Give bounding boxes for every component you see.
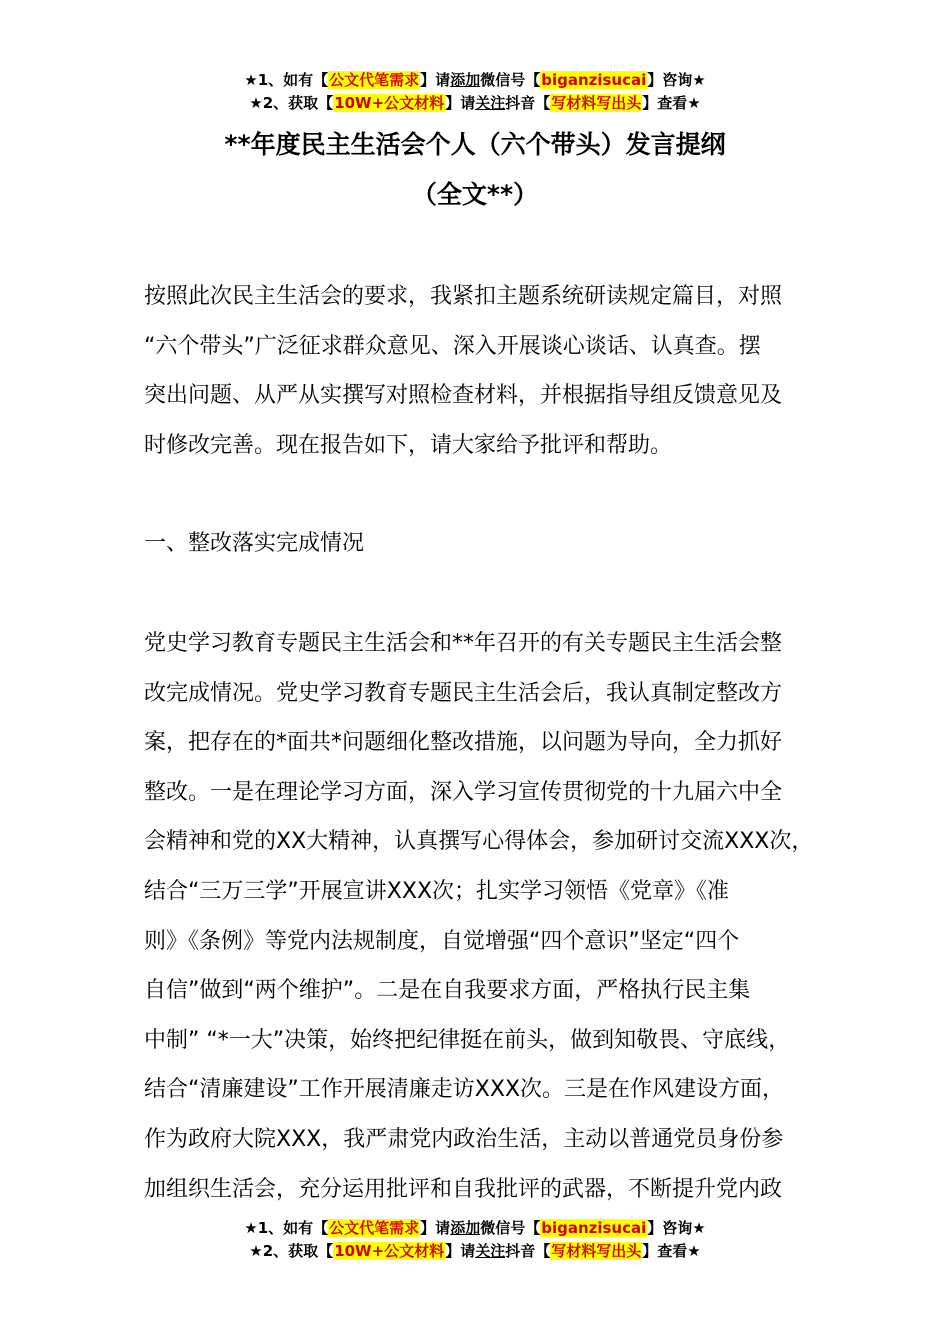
paragraph-line: 则》《条例》等党内法规制度，自觉增强“四个意识”坚定“四个 <box>144 928 740 954</box>
footer-banner <box>0 1217 950 1263</box>
banner-emphasis: 添加 <box>450 1219 481 1237</box>
banner-text: ★1、如有【 <box>244 1219 329 1237</box>
banner-text: ★2、获取【 <box>249 1242 334 1260</box>
banner-text: 微信号【 <box>480 71 541 89</box>
paragraph-rectification <box>144 619 844 1214</box>
banner-text: 抖音【 <box>505 94 551 112</box>
banner-highlight: 写材料写出头 <box>551 1242 642 1260</box>
header-banner <box>0 69 950 115</box>
banner-highlight: 公文代笔需求 <box>329 1219 420 1237</box>
banner-line-2 <box>0 92 950 115</box>
banner-text: 】查看★ <box>642 94 701 112</box>
paragraph-line: “六个带头”广泛征求群众意见、深入开展谈心谈话、认真查。摆 <box>144 333 761 359</box>
banner-text: 微信号【 <box>480 1219 541 1237</box>
paragraph-line: 加组织生活会，充分运用批评和自我批评的武器，不断提升党内政 <box>144 1176 783 1202</box>
banner-highlight: biganzisucai <box>541 1219 647 1237</box>
paragraph-line: 按照此次民主生活会的要求，我紧扣主题系统研读规定篇目，对照 <box>144 284 783 309</box>
document-title-subline: （全文**） <box>411 180 539 209</box>
banner-text: 抖音【 <box>505 1242 551 1260</box>
paragraph-line: 改完成情况。党史学习教育专题民主生活会后，我认真制定整改方 <box>144 680 783 706</box>
banner-text: ★1、如有【 <box>244 71 329 89</box>
banner-text: 】请 <box>420 1219 451 1237</box>
paragraph-line: 中制” “*一大”决策，始终把纪律挺在前头，做到知敬畏、守底线， <box>144 1027 791 1053</box>
paragraph-line: 自信”做到“两个维护”。二是在自我要求方面，严格执行民主集 <box>144 978 751 1004</box>
banner-emphasis: 添加 <box>450 71 481 89</box>
banner-highlight: 10W+公文材料 <box>334 94 445 112</box>
document-title: **年度民主生活会个人（六个带头）发言提纲 <box>224 130 726 159</box>
paragraph-line: 时修改完善。现在报告如下，请大家给予批评和帮助。 <box>144 432 673 458</box>
banner-text: 】请 <box>420 71 451 89</box>
paragraph-line: 结合“三万三学”开展宣讲XXX次；扎实学习领悟《党章》《准 <box>144 878 730 904</box>
paragraph-line: 突出问题、从严从实撰写对照检查材料，并根据指导组反馈意见及 <box>144 383 783 409</box>
banner-emphasis: 关注 <box>475 1242 506 1260</box>
paragraph-line: 会精神和党的XX大精神，认真撰写心得体会，参加研讨交流XXX次， <box>144 829 814 855</box>
banner-emphasis: 关注 <box>475 94 506 112</box>
banner-text: 】咨询★ <box>647 1219 706 1237</box>
paragraph-line: 作为政府大院XXX，我严肃党内政治生活，主动以普通党员身份参 <box>144 1126 784 1152</box>
banner-line-2 <box>0 1240 950 1263</box>
paragraph-intro <box>144 272 844 470</box>
section-heading: 一、整改落实完成情况 <box>144 531 365 556</box>
paragraph-line: 整改。一是在理论学习方面，深入学习宣传贯彻党的十九届六中全 <box>144 779 783 805</box>
banner-text: 】请 <box>445 94 476 112</box>
banner-text: 】查看★ <box>642 1242 701 1260</box>
banner-highlight: biganzisucai <box>541 71 647 89</box>
banner-highlight: 写材料写出头 <box>551 94 642 112</box>
banner-text: 】请 <box>445 1242 476 1260</box>
banner-text: 】咨询★ <box>647 71 706 89</box>
banner-line-1 <box>0 69 950 92</box>
paragraph-line: 案，把存在的*面共*问题细化整改措施，以问题为导向，全力抓好 <box>144 730 783 756</box>
banner-text: ★2、获取【 <box>249 94 334 112</box>
banner-line-1 <box>0 1217 950 1240</box>
banner-highlight: 公文代笔需求 <box>329 71 420 89</box>
paragraph-line: 党史学习教育专题民主生活会和**年召开的有关专题民主生活会整 <box>144 631 783 656</box>
paragraph-line: 结合“清廉建设”工作开展清廉走访XXX次。三是在作风建设方面， <box>144 1077 785 1103</box>
banner-highlight: 10W+公文材料 <box>334 1242 445 1260</box>
